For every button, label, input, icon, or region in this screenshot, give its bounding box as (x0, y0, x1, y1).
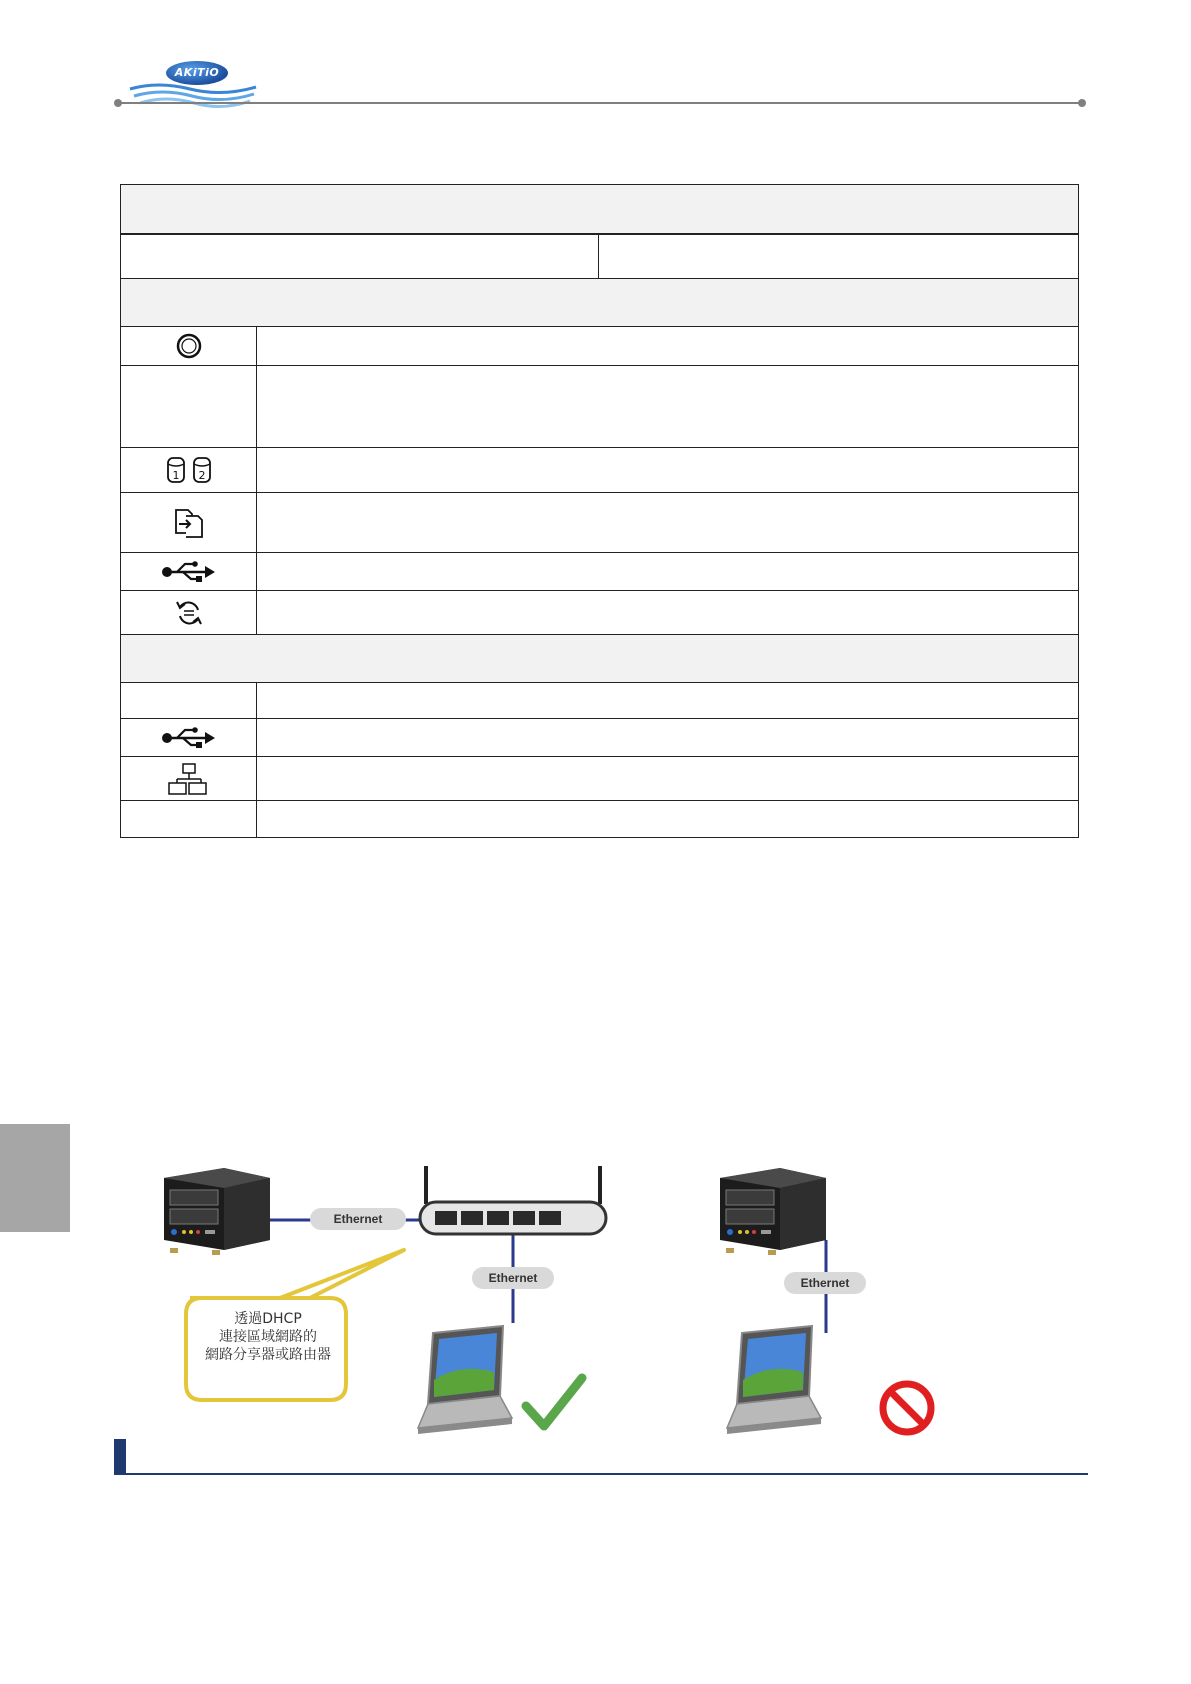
callout-line: 網路分享器或路由器 (205, 1347, 331, 1363)
usb-icon (161, 561, 217, 583)
sync-icon (173, 597, 205, 629)
table-row (121, 801, 1079, 838)
row-description (257, 757, 1079, 801)
table-row (121, 719, 1079, 757)
row-description (257, 448, 1079, 493)
nas-device-icon (164, 1168, 270, 1255)
usb-icon (161, 727, 217, 749)
row-description (257, 493, 1079, 553)
callout-line: 透過DHCP (234, 1311, 302, 1327)
router-icon (420, 1166, 606, 1234)
icon-cell (121, 553, 257, 591)
row-description (257, 591, 1079, 635)
network-diagram (150, 1158, 950, 1438)
row-description (257, 366, 1079, 448)
spec-table (120, 184, 1079, 838)
row-description (257, 327, 1079, 366)
table-row (121, 327, 1079, 366)
nas-device-icon (720, 1168, 826, 1255)
power-icon (176, 333, 202, 359)
icon-cell (121, 327, 257, 366)
logo-waves-icon (128, 81, 258, 111)
chapter-side-tab (0, 1124, 70, 1232)
hdd-1-2-icon (162, 455, 216, 485)
svg-text:2: 2 (198, 469, 205, 482)
row-description (257, 801, 1079, 838)
prohibited-icon (883, 1384, 931, 1432)
section-title-rear (121, 635, 1079, 683)
section-row-rear (121, 635, 1079, 683)
rule-dot-right (1078, 99, 1086, 107)
callout-text (188, 1310, 348, 1364)
copy-icon (172, 507, 206, 539)
laptop-icon (418, 1326, 512, 1434)
header-rule (118, 102, 1082, 104)
table-row (121, 366, 1079, 448)
row-description (257, 553, 1079, 591)
table-row (121, 448, 1079, 493)
brand-logo (128, 55, 258, 115)
section-heading-rule (126, 1473, 1088, 1475)
section-title-front (121, 279, 1079, 327)
icon-cell (121, 757, 257, 801)
icon-cell (121, 493, 257, 553)
check-icon (526, 1378, 582, 1426)
ethernet-label: Ethernet (784, 1272, 866, 1294)
table-row (121, 553, 1079, 591)
ethernet-label: Ethernet (310, 1208, 406, 1230)
row-description (257, 719, 1079, 757)
section-heading-marker (114, 1439, 126, 1475)
icon-cell (121, 719, 257, 757)
laptop-icon (727, 1326, 821, 1434)
logo-badge: AKiTiO (166, 61, 228, 85)
callout-line: 連接區域網路的 (219, 1329, 317, 1345)
icon-cell (121, 366, 257, 448)
table-title (121, 185, 1079, 235)
icon-cell (121, 448, 257, 493)
table-row (121, 493, 1079, 553)
table-subheader-row (121, 234, 1079, 279)
ethernet-label: Ethernet (472, 1267, 554, 1289)
subheader-right (599, 234, 1079, 279)
diagram-graphics (150, 1158, 950, 1438)
subheader-left (121, 234, 599, 279)
table-row (121, 683, 1079, 719)
network-icon (167, 762, 211, 796)
icon-cell (121, 591, 257, 635)
section-row-front (121, 279, 1079, 327)
table-header-row (121, 185, 1079, 235)
icon-cell (121, 801, 257, 838)
row-description (257, 683, 1079, 719)
table-row (121, 591, 1079, 635)
table-row (121, 757, 1079, 801)
svg-text:1: 1 (172, 469, 179, 482)
icon-cell (121, 683, 257, 719)
